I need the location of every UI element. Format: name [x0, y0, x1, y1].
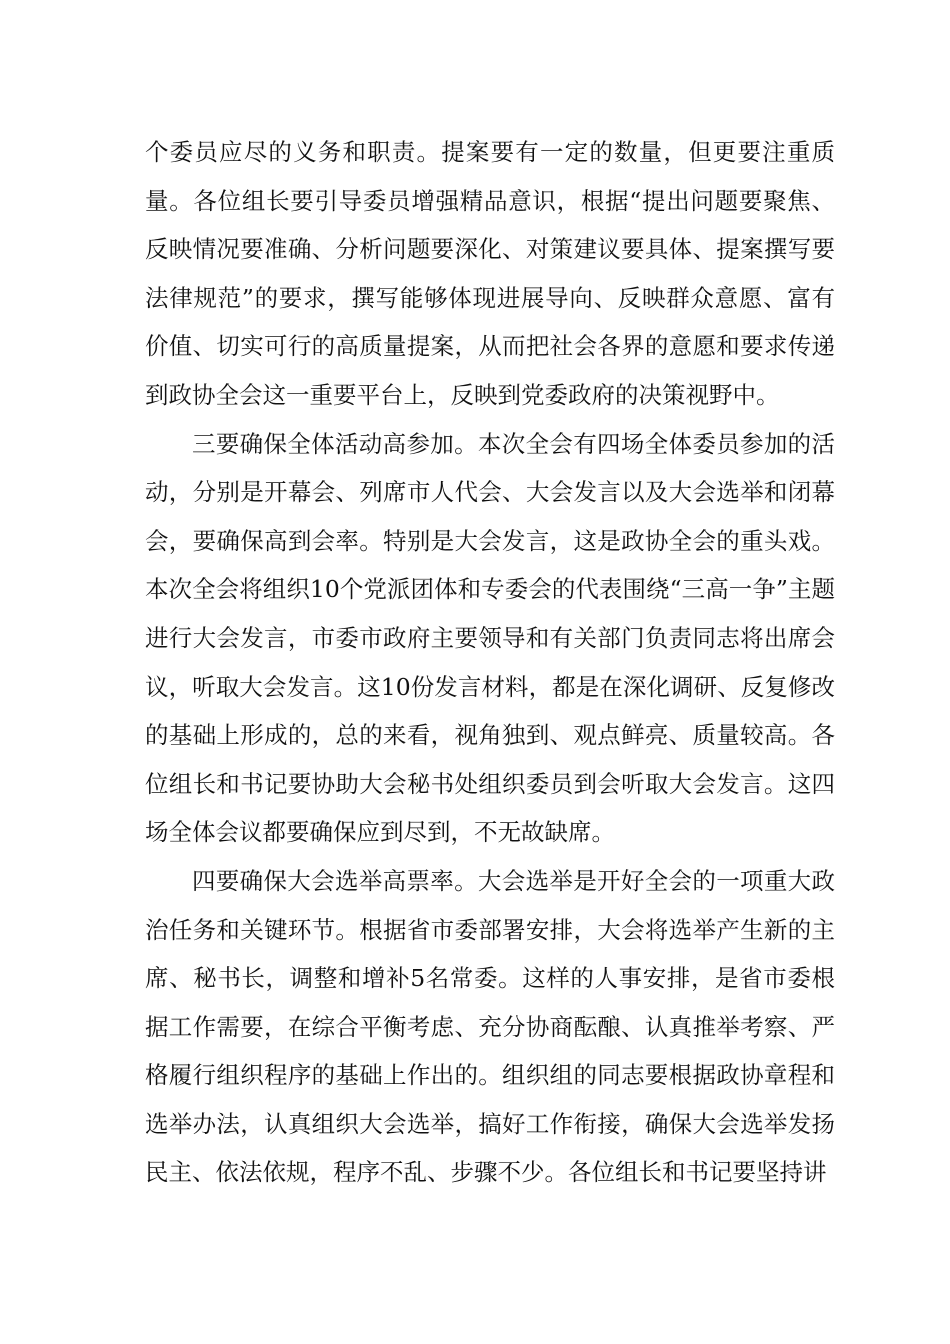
paragraph-continuation: 个委员应尽的义务和职责。提案要有一定的数量，但更要注重质量。各位组长要引导委员增强精品意识，根据“提出问题要聚焦、反映情况要准确、分析问题要深化、对策建议要具体、提案撰写要法律规范”的要求，撰写能够体现进展导向、反映群众意愿、富有价值、切实可行的高质量提案，从而把社会各界的意愿和要求传递到政协全会这一重要平台上，反映到党委政府的决策视野中。: [145, 138, 835, 409]
paragraph-fourth-requirement: 四要确保大会选举高票率。大会选举是开好全会的一项重大政治任务和关键环节。根据省市委部署安排，大会将选举产生新的主席、秘书长，调整和增补5名常委。这样的人事安排，是省市委根据工作需要，在综合平衡考虑、充分协商酝酿、认真推举考察、严格履行组织程序的基础上作出的。组织组的同志要根据政协章程和选举办法，认真组织大会选举，搞好工作衔接，确保大会选举发扬民主、依法依规，程序不乱、步骤不少。各位组长和书记要坚持讲: [145, 866, 835, 1187]
document-body: [145, 128, 835, 1197]
paragraph-third-requirement: 三要确保全体活动高参加。本次全会有四场全体委员参加的活动，分别是开幕会、列席市人代会、大会发言以及大会选举和闭幕会，要确保高到会率。特别是大会发言，这是政协全会的重头戏。本次全会将组织10个党派团体和专委会的代表围绕“三高一争”主题进行大会发言，市委市政府主要领导和有关部门负责同志将出席会议，听取大会发言。这10份发言材料，都是在深化调研、反复修改的基础上形成的，总的来看，视角独到、观点鲜亮、质量较高。各位组长和书记要协助大会秘书处组织委员到会听取大会发言。这四场全体会议都要确保应到尽到，不无故缺席。: [145, 429, 835, 847]
